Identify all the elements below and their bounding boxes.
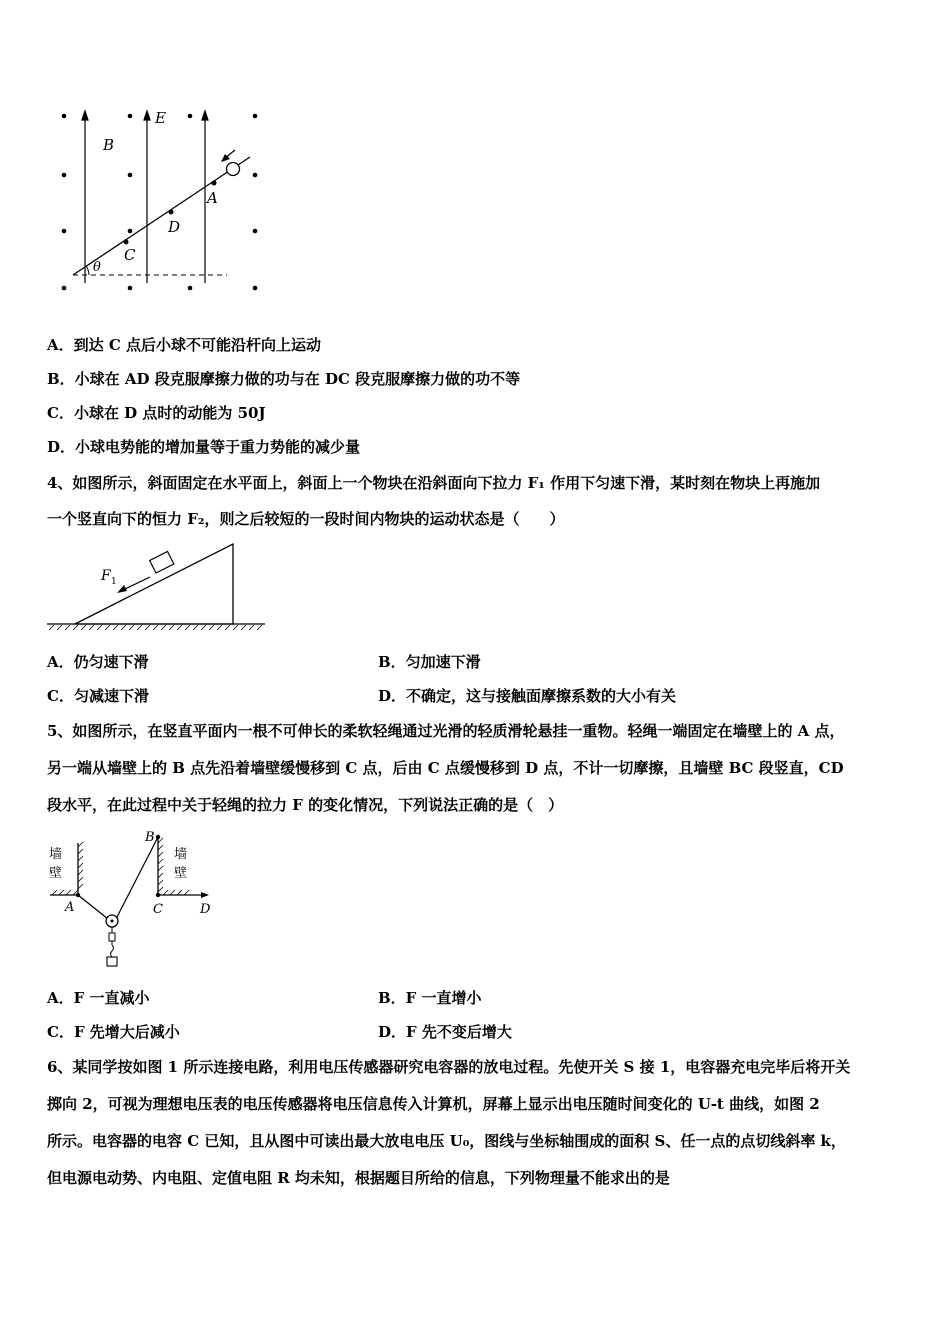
arrow-head-icon [144, 111, 150, 120]
label-a: A [65, 900, 75, 915]
q6-stem-line3: 所示。电容器的电容 C 已知，且从图中可读出最大放电电压 U₀，图线与坐标轴围成的面积 S、任一点的点切线斜率 k， [47, 1132, 846, 1150]
q4-option-c[interactable]: C．匀减速下滑 [47, 687, 149, 705]
q6-stem-line4: 但电源电动势、内电阻、定值电阻 R 均未知，根据题目所给的信息，下列物理量不能求出的是 [47, 1169, 670, 1187]
rope-right [116, 837, 158, 919]
q4-stem-line1: 4、如图所示，斜面固定在水平面上，斜面上一个物块在沿斜面向下拉力 F₁ 作用下匀速下滑，某时刻在物块上再施加 [47, 474, 821, 492]
label-B: B [103, 136, 115, 154]
q4-option-a[interactable]: A．仍匀速下滑 [47, 653, 149, 671]
field-dot [62, 173, 67, 178]
q3-option-b[interactable]: B．小球在 AD 段克服摩擦力做的功与在 DC 段克服摩擦力做的功不等 [47, 370, 521, 388]
label-c: C [153, 902, 163, 917]
field-dot [253, 114, 258, 119]
field-dot [128, 173, 133, 178]
field-dot [188, 114, 193, 119]
label-E: E [155, 109, 166, 127]
label-f: F [101, 568, 111, 584]
label-d: D [200, 902, 211, 917]
q5-option-c[interactable]: C．F 先增大后减小 [47, 1023, 180, 1041]
wall-right-char2: 壁 [174, 866, 188, 881]
q5-stem-line3: 段水平，在此过程中关于轻绳的拉力 F 的变化情况，下列说法正确的是（ ） [47, 796, 564, 814]
field-dot [62, 286, 67, 291]
block [150, 551, 174, 573]
field-dot [128, 114, 133, 119]
field-dot [62, 114, 67, 119]
point-D [169, 210, 174, 215]
q5-option-b[interactable]: B．F 一直增小 [378, 989, 482, 1007]
q3-figure [55, 105, 265, 300]
q4-stem-line2: 一个竖直向下的恒力 F₂，则之后较短的一段时间内物块的运动状态是（ ） [47, 510, 565, 528]
point-C [124, 240, 129, 245]
q5-option-a[interactable]: A．F 一直减小 [47, 989, 150, 1007]
label-C: C [124, 246, 136, 264]
arrow-head-icon [117, 585, 127, 593]
q5-stem-line1: 5、如图所示，在竖直平面内一根不可伸长的柔软轻绳通过光滑的轻质滑轮悬挂一重物。轻绳一端固定在墙壁上的 A 点， [47, 722, 845, 740]
rod [73, 157, 250, 275]
field-dot [253, 173, 258, 178]
arrow-head-icon [201, 892, 209, 898]
field-dot [62, 229, 67, 234]
label-b: B [145, 830, 155, 845]
field-dot [188, 286, 193, 291]
q6-stem-line1: 6、某同学按如图 1 所示连接电路，利用电压传感器研究电容器的放电过程。先使开关 S 接 1，电容器充电完毕后将开关 [47, 1058, 851, 1076]
label-A: A [207, 189, 218, 207]
point-A [212, 181, 217, 186]
weight [107, 957, 117, 966]
q5-figure [45, 825, 225, 970]
label-f-sub: 1 [111, 577, 117, 587]
label-theta: θ [93, 260, 101, 275]
field-dot [253, 229, 258, 234]
q4-option-d[interactable]: D．不确定，这与接触面摩擦系数的大小有关 [378, 687, 677, 705]
wall-left-char1: 墙 [49, 847, 63, 862]
field-dot [128, 286, 133, 291]
label-D: D [168, 218, 181, 236]
angle-arc [86, 266, 89, 275]
q3-option-c[interactable]: C．小球在 D 点时的动能为 50J [47, 404, 266, 422]
field-dot [253, 286, 258, 291]
q5-option-d[interactable]: D．F 先不变后增大 [378, 1023, 512, 1041]
q4-figure [45, 540, 270, 635]
hook [109, 933, 115, 941]
arrow-head-icon [202, 111, 208, 120]
q3-option-a[interactable]: A．到达 C 点后小球不可能沿杆向上运动 [47, 336, 322, 354]
wall-left-char2: 壁 [49, 866, 63, 881]
incline [75, 544, 233, 624]
q5-stem-line2: 另一端从墙壁上的 B 点先沿着墙壁缓慢移到 C 点，后由 C 点缓慢移到 D 点，不计一切摩擦，且墙壁 BC 段竖直，CD [47, 759, 844, 777]
ball-icon [227, 163, 240, 176]
arrow-head-icon [82, 111, 88, 120]
wall-right-char1: 墙 [174, 847, 188, 862]
q6-stem-line2: 掷向 2，可视为理想电压表的电压传感器将电压信息传入计算机，屏幕上显示出电压随时间变化的 U-t 曲线，如图 2 [47, 1095, 820, 1113]
q3-option-d[interactable]: D．小球电势能的增加量等于重力势能的减少量 [47, 438, 361, 456]
field-dot [128, 229, 133, 234]
rope-left [78, 895, 108, 919]
q4-option-b[interactable]: B．匀加速下滑 [378, 653, 481, 671]
